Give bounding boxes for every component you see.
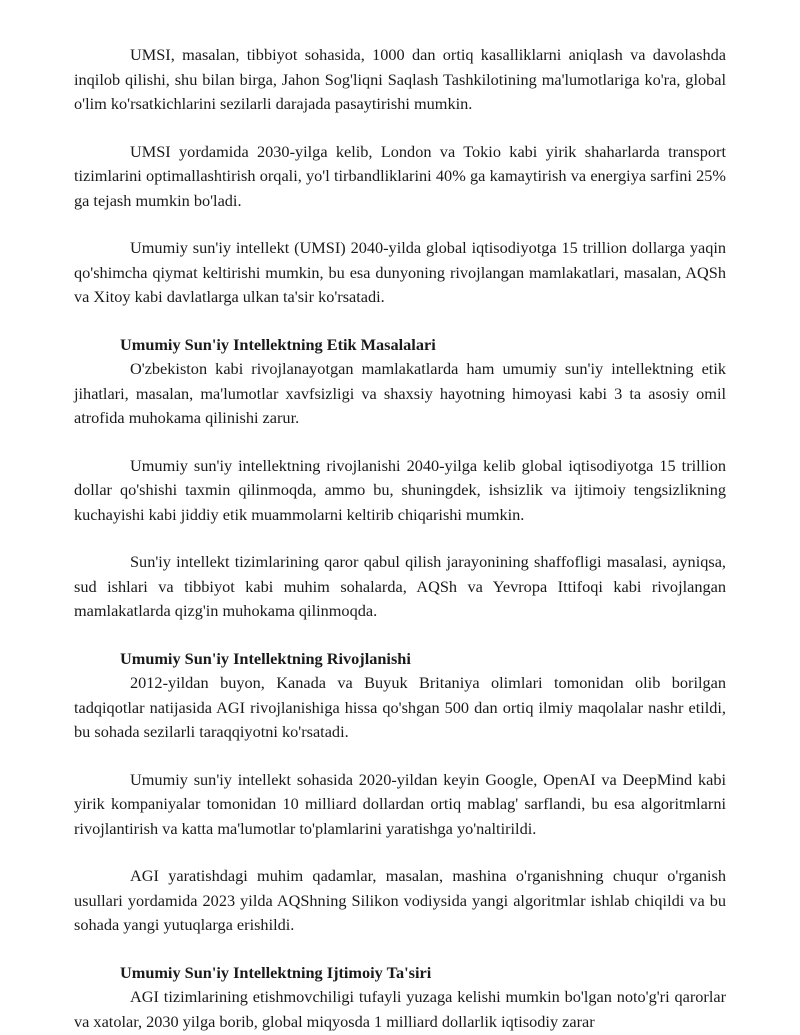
paragraph: Sun'iy intellekt tizimlarining qaror qabul qilish jarayonining shaffofligi masalasi, ayniqsa, sud ishlari va tibbiyot kabi muhim sohalarda, AQSh va Yevropa Ittifoqi kabi rivojlangan mamlakatlarda qizg'in muhokama qilinmoqda. — [74, 552, 726, 620]
paragraph: UMSI, masalan, tibbiyot sohasida, 1000 dan ortiq kasalliklarni aniqlash va davolashda inqilob qilishi, shu bilan birga, Jahon Sog'liqni Saqlash Tashkilotining ma'lumotlariga ko'ra, global o'lim ko'rsatkichlarini sezilarli darajada pasaytirishi mumkin. — [74, 45, 726, 113]
paragraph: AGI tizimlarining etishmovchiligi tufayli yuzaga kelishi mumkin bo'lgan noto'g'ri qarorlar va xatolar, 2030 yilga borib, global miqyosda 1 milliard dollarlik iqtisodiy zarar — [74, 987, 726, 1031]
paragraph: O'zbekiston kabi rivojlanayotgan mamlakatlarda ham umumiy sun'iy intellektning etik jihatlari, masalan, ma'lumotlar xavfsizligi va shaxsiy hayotning himoyasi kabi 3 ta asosiy omil atrofida muhokama qilinishi zarur. — [74, 359, 726, 427]
paragraph: AGI yaratishdagi muhim qadamlar, masalan, mashina o'rganishning chuqur o'rganish usullari yordamida 2023 yilda AQShning Silikon vodiysida yangi algoritmlar ishlab chiqildi va bu sohada yangi yutuqlarga erishildi. — [74, 866, 726, 934]
section-heading: Umumiy Sun'iy Intellektning Etik Masalalari — [120, 334, 436, 354]
document-page — [74, 0, 726, 1034]
paragraph: 2012-yildan buyon, Kanada va Buyuk Britaniya olimlari tomonidan olib borilgan tadqiqotlar natijasida AGI rivojlanishiga hissa qo'shgan 500 dan ortiq ilmiy maqolalar nashr etildi, bu sohada sezilarli taraqqiyotni ko'rsatadi. — [74, 673, 726, 741]
section-heading: Umumiy Sun'iy Intellektning Ijtimoiy Ta'siri — [120, 962, 432, 982]
paragraph: Umumiy sun'iy intellekt (UMSI) 2040-yilda global iqtisodiyotga 15 trillion dollarga yaqin qo'shimcha qiymat keltirishi mumkin, bu esa dunyoning rivojlangan mamlakatlari, masalan, AQSh va Xitoy kabi davlatlarga ulkan ta'sir ko'rsatadi. — [74, 238, 726, 306]
paragraph: Umumiy sun'iy intellekt sohasida 2020-yildan keyin Google, OpenAI va DeepMind kabi yirik kompaniyalar tomonidan 10 milliard dollardan ortiq mablag' sarflandi, bu esa algoritmlarni rivojlantirish va katta ma'lumotlar to'plamlarini yaratishga yo'naltirildi. — [74, 769, 726, 838]
section-heading: Umumiy Sun'iy Intellektning Rivojlanishi — [120, 648, 411, 668]
paragraph: UMSI yordamida 2030-yilga kelib, London va Tokio kabi yirik shaharlarda transport tizimlarini optimallashtirish orqali, yo'l tirbandliklarini 40% ga kamaytirish va energiya sarfini 25% ga tejash mumkin bo'ladi. — [74, 141, 726, 210]
paragraph: Umumiy sun'iy intellektning rivojlanishi 2040-yilga kelib global iqtisodiyotga 15 trillion dollar qo'shishi taxmin qilinmoqda, ammo bu, shuningdek, ishsizlik va ijtimoiy tengsizlikning kuchayishi kabi jiddiy etik muammolarni keltirib chiqarishi mumkin. — [74, 455, 726, 524]
